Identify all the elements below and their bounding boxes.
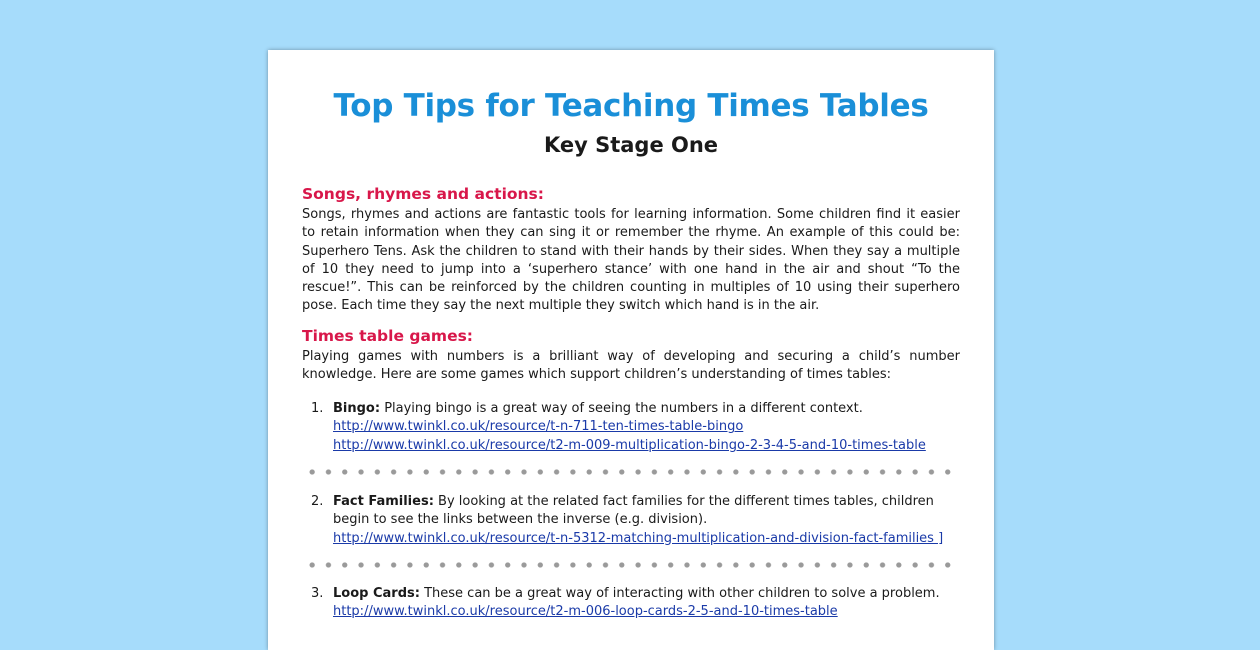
list-item-body — [333, 493, 960, 548]
section-text-games: Playing games with numbers is a brilliant way of developing and securing a child’s number knowledge. Here are some games which support children’s understanding of times tables: — [302, 349, 960, 383]
document-subtitle: Key Stage One — [543, 133, 719, 157]
list-item-body — [333, 585, 960, 622]
document-page — [268, 50, 994, 650]
section-heading-games: Times table games: — [302, 327, 473, 345]
list-item-text: These can be a great way of interacting with other children to solve a problem. — [419, 586, 940, 601]
resource-link[interactable]: http://www.twinkl.co.uk/resource/t-n-711-ten-times-table-bingo — [333, 419, 744, 435]
list-item-number: 2. — [311, 494, 324, 509]
list-item-text: By looking at the related fact families for the different times tables, children begin to see the links between the inverse (e.g. division). — [333, 494, 934, 528]
dotted-divider — [304, 469, 960, 475]
list-item-name: Fact Families: — [333, 494, 434, 509]
section-text-songs: Songs, rhymes and actions are fantastic tools for learning information. Some children find it easier to retain information when they can sing it or remember the rhyme. An example of this could be: Superhero Tens. Ask the children to stand with their hands by their sides. When they say a multiple of 10 they need to jump into a ‘superhero stance’ with one hand in the air and shout “To the rescue!”. This can be reinforced by the children counting in multiples of 10 using their superhero pose. Each time they say the next multiple they switch which hand is in the air. — [302, 207, 960, 314]
document-title: Top Tips for Teaching Times Tables — [333, 88, 929, 124]
list-item-number: 3. — [311, 586, 324, 601]
section-heading-songs: Songs, rhymes and actions: — [302, 185, 544, 203]
list-item-number: 1. — [311, 401, 324, 416]
list-item-name: Loop Cards: — [333, 586, 420, 601]
resource-link[interactable]: http://www.twinkl.co.uk/resource/t2-m-009-multiplication-bingo-2-3-4-5-and-10-times-table — [333, 437, 926, 453]
list-item-text: Playing bingo is a great way of seeing the numbers in a different context. — [380, 401, 863, 416]
resource-link[interactable]: http://www.twinkl.co.uk/resource/t2-m-006-loop-cards-2-5-and-10-times-table — [333, 604, 838, 620]
list-item-name: Bingo: — [333, 401, 381, 416]
resource-link[interactable]: http://www.twinkl.co.uk/resource/t-n-5312-matching-multiplication-and-division-fact-families ] — [333, 530, 944, 546]
dotted-divider — [304, 562, 960, 568]
list-item-body — [333, 400, 960, 455]
